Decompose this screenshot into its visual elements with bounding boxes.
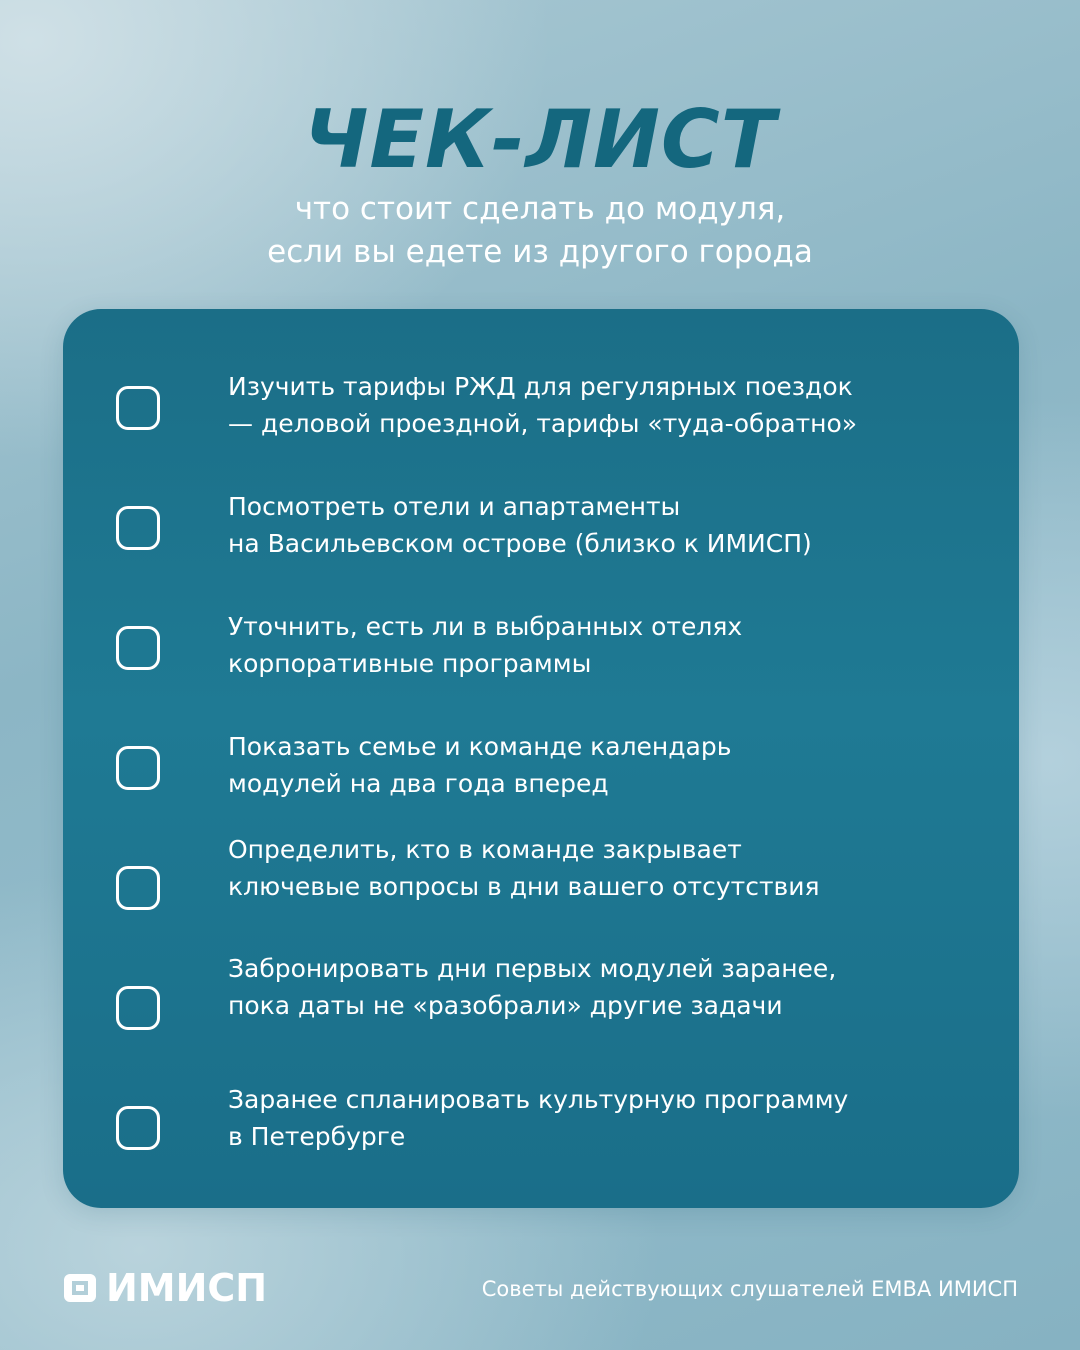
brand-logo — [62, 1268, 267, 1308]
checkbox[interactable] — [116, 746, 160, 790]
checklist-item[interactable] — [63, 603, 1019, 693]
checkbox[interactable] — [116, 1106, 160, 1150]
checkbox[interactable] — [116, 986, 160, 1030]
checklist-item[interactable] — [63, 363, 1019, 453]
checklist-item-text — [228, 488, 988, 562]
checklist-item[interactable] — [63, 954, 1019, 1053]
checklist-item-line-1: Посмотреть отели и апартаменты — [228, 492, 681, 521]
subtitle-line-2: если вы едете из другого города — [267, 234, 813, 270]
checklist-item-line-1: Заранее спланировать культурную программу — [228, 1085, 849, 1114]
checklist-item-text — [228, 831, 988, 905]
checklist-item-line-1: Определить, кто в команде закрывает — [228, 835, 742, 864]
checkbox[interactable] — [116, 866, 160, 910]
checklist-item-line-2: на Васильевском острове (близко к ИМИСП) — [228, 529, 812, 558]
checkbox[interactable] — [116, 386, 160, 430]
checklist-item[interactable] — [63, 483, 1019, 573]
footer-caption: Советы действующих слушателей EMBA ИМИСП — [481, 1277, 1018, 1301]
logo-mark-icon — [62, 1270, 98, 1306]
checklist-item-text — [228, 368, 988, 442]
header — [0, 92, 1080, 274]
checklist-item-line-1: Изучить тарифы РЖД для регулярных поездок — [228, 372, 853, 401]
checklist-item[interactable] — [63, 723, 1019, 813]
checklist-item[interactable] — [63, 1083, 1019, 1173]
checkbox[interactable] — [116, 506, 160, 550]
checklist-item-line-2: ключевые вопросы в дни вашего отсутствия — [228, 872, 820, 901]
logo-text: ИМИСП — [106, 1266, 268, 1310]
checklist-item-line-1: Забронировать дни первых модулей заранее, — [228, 954, 837, 983]
page-title: ЧЕК-ЛИСТ — [303, 93, 777, 186]
checklist-item-line-1: Уточнить, есть ли в выбранных отелях — [228, 612, 743, 641]
checklist-item-line-2: пока даты не «разобрали» другие задачи — [228, 991, 783, 1020]
checklist-item-text — [228, 950, 988, 1024]
subtitle-line-1: что стоит сделать до модуля, — [294, 191, 786, 227]
checklist-item[interactable] — [63, 835, 1019, 933]
checkbox[interactable] — [116, 626, 160, 670]
checklist-item-text — [228, 728, 988, 802]
checklist-item-text — [228, 1081, 988, 1155]
page-subtitle — [0, 188, 1080, 274]
checklist-item-line-2: модулей на два года вперед — [228, 769, 609, 798]
checklist-item-text — [228, 608, 988, 682]
checklist-item-line-1: Показать семье и команде календарь — [228, 732, 732, 761]
checklist-item-line-2: корпоративные программы — [228, 649, 592, 678]
checklist-item-line-2: в Петербурге — [228, 1122, 406, 1151]
checklist-card — [63, 309, 1019, 1208]
checklist-item-line-2: — деловой проездной, тарифы «туда-обратно» — [228, 409, 858, 438]
